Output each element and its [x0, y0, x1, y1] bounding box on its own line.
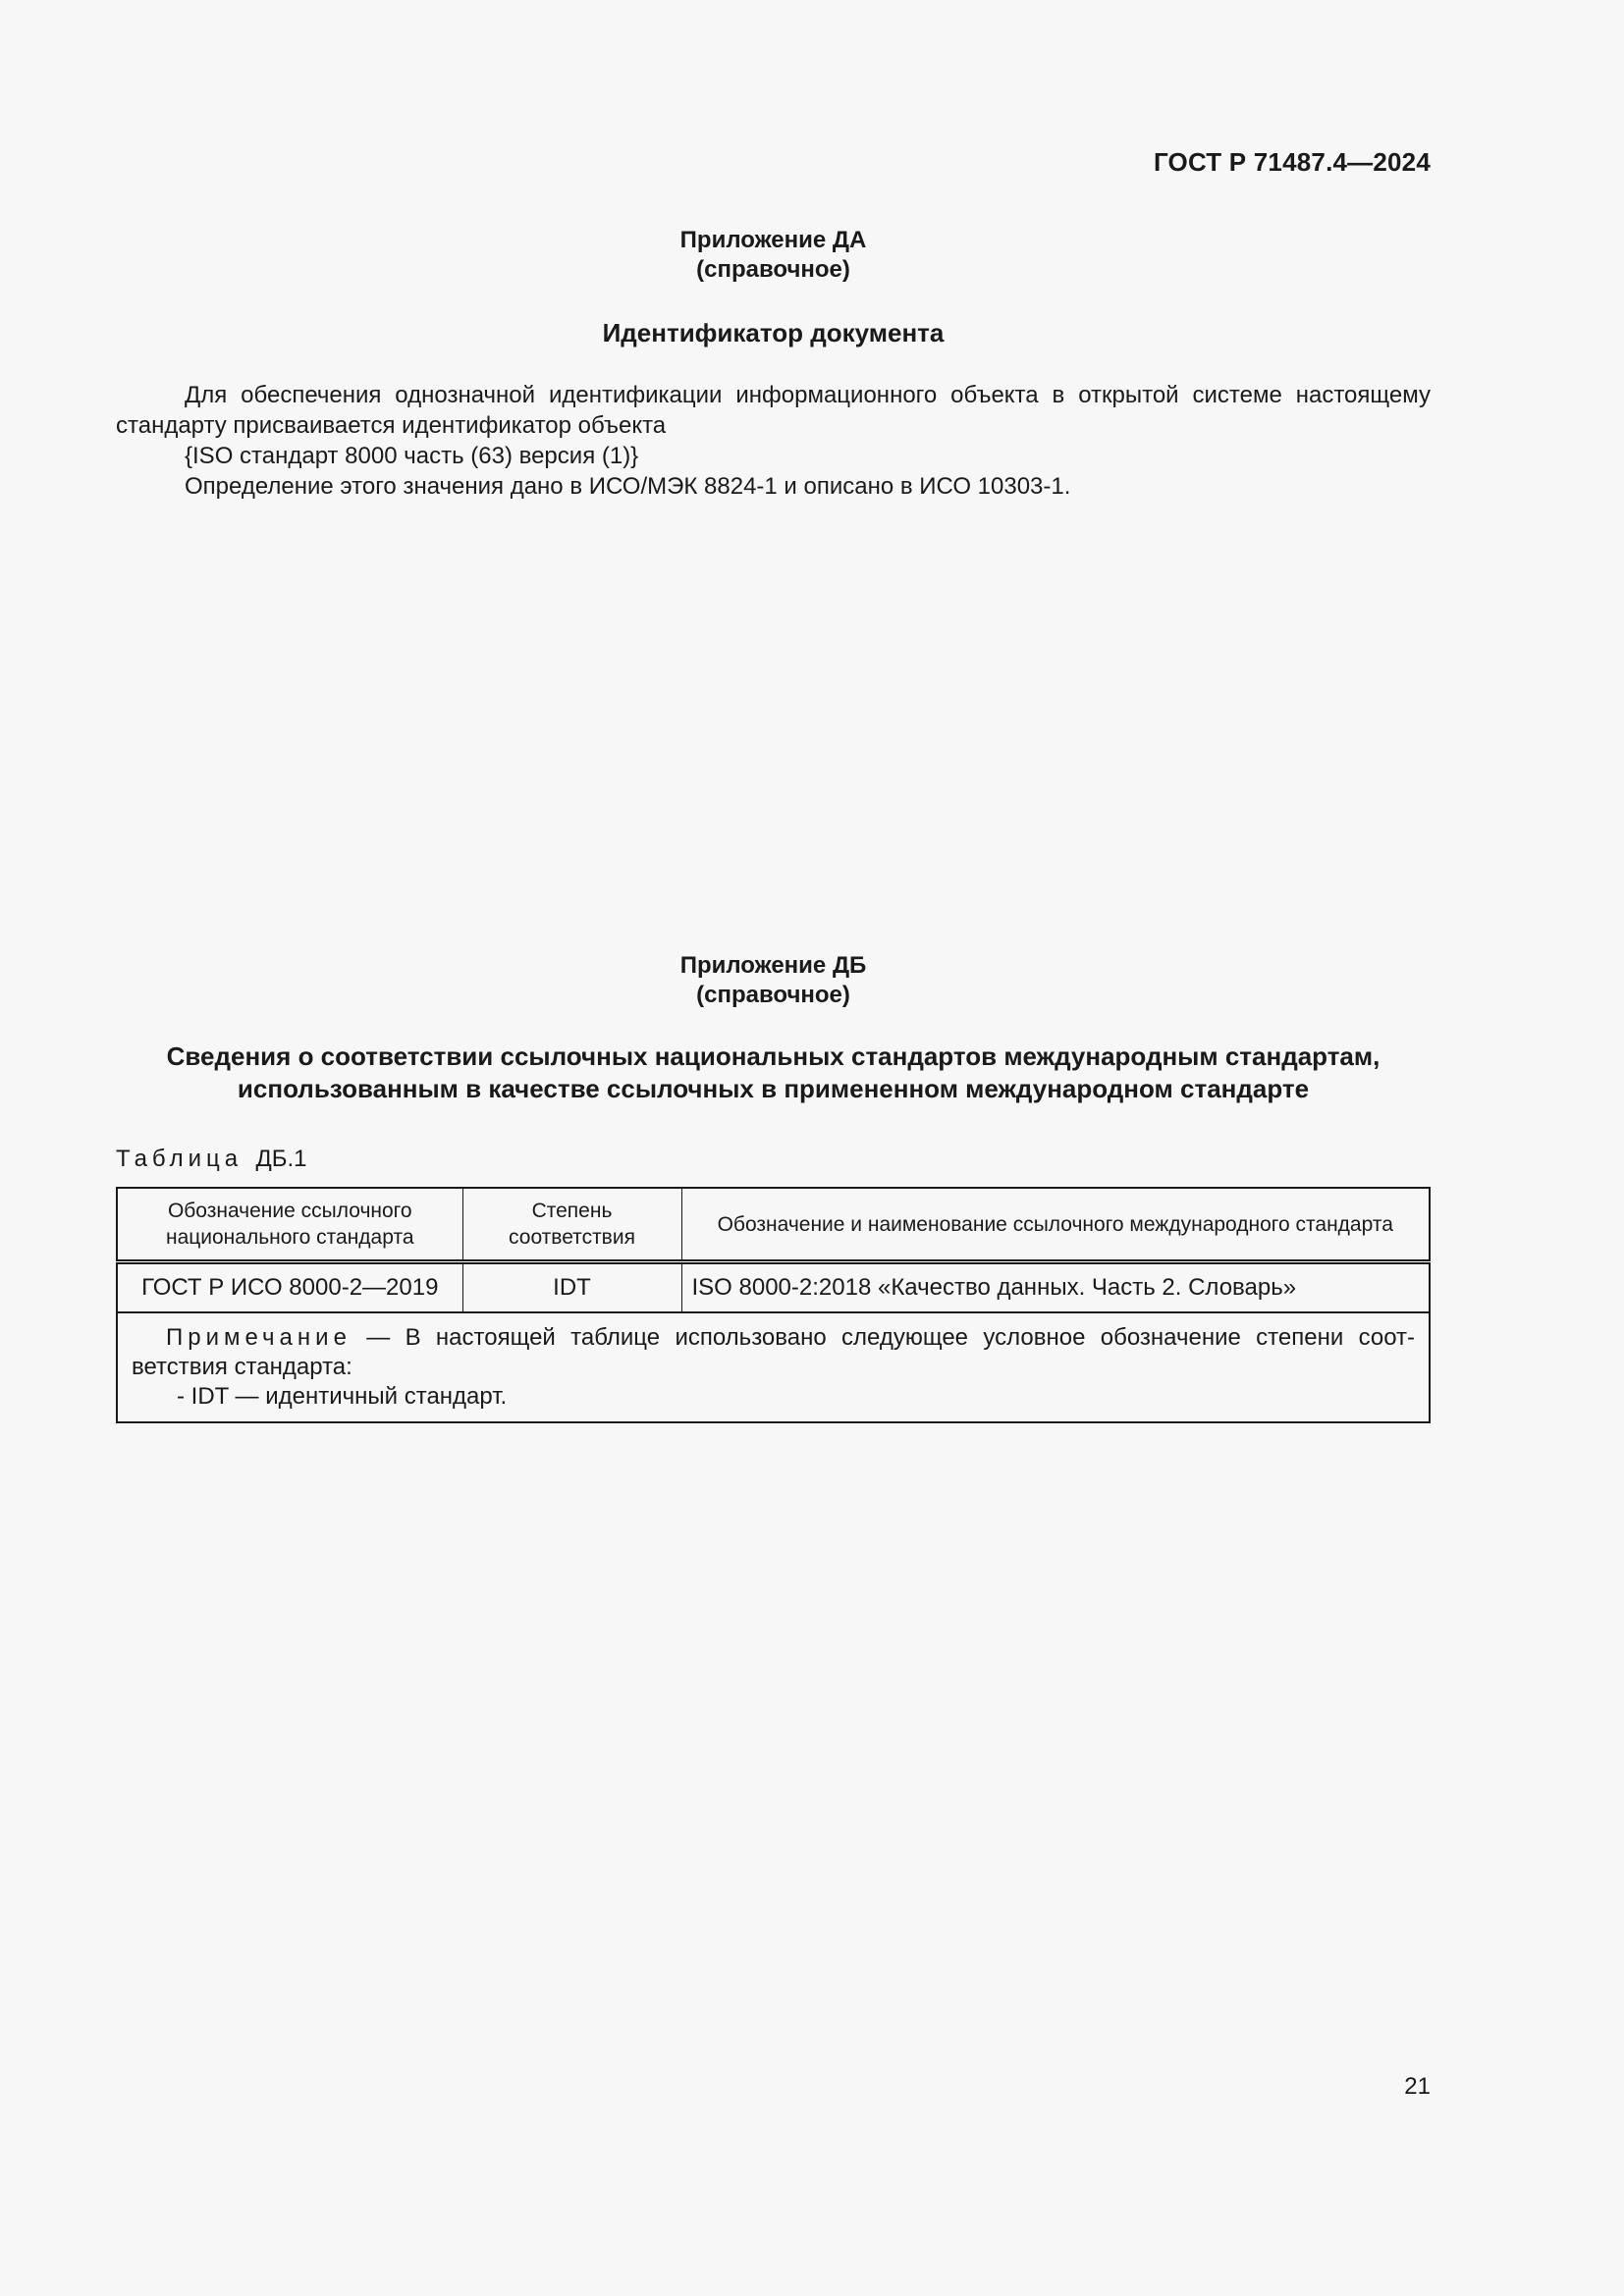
annex-db-heading-line-2: использованным в качестве ссылочных в примененном международном стандарте	[237, 1074, 1310, 1103]
annex-da-title: Приложение ДА	[679, 227, 867, 253]
annex-da-subtitle: (справочное)	[696, 256, 850, 283]
table-row	[117, 1262, 1430, 1313]
column-header-national-standard: Обозначение ссылочного национального стандарта	[117, 1188, 462, 1262]
annex-da-body	[116, 380, 1431, 502]
table-caption-id: ДБ.1	[255, 1146, 307, 1172]
note-text	[132, 1323, 1415, 1382]
annex-db-subtitle: (справочное)	[696, 982, 850, 1008]
annex-db-header	[116, 951, 1431, 1010]
table-caption	[116, 1146, 306, 1173]
table-note-row	[117, 1312, 1430, 1422]
cell-international-standard: ISO 8000-2:2018 «Качество данных. Часть 2. Словарь»	[681, 1262, 1430, 1313]
annex-da-header	[116, 226, 1431, 285]
cell-conformity-degree: IDT	[462, 1262, 681, 1313]
annex-db-heading-line-1: Сведения о соответствии ссылочных национальных стандартов международным стандартам,	[166, 1041, 1380, 1071]
annex-db-title: Приложение ДБ	[679, 952, 867, 979]
document-code: ГОСТ Р 71487.4—2024	[1153, 147, 1431, 177]
page-number: 21	[1404, 2073, 1431, 2100]
column-header-conformity-degree: Степень соответствия	[462, 1188, 681, 1262]
annex-da-heading: Идентификатор документа	[602, 318, 945, 347]
table-header-row	[117, 1188, 1430, 1262]
reference-standards-table	[116, 1187, 1431, 1423]
annex-da-paragraph-1: Для обеспечения однозначной идентификации информационного объекта в открытой системе настоящему стандарту присваивается идентификатор объекта	[116, 382, 1431, 439]
note-label: Примечание	[166, 1324, 352, 1351]
table-caption-word: Таблица	[116, 1146, 244, 1172]
table-note	[117, 1312, 1430, 1422]
annex-da-identifier: {ISO стандарт 8000 часть (63) версия (1)}	[185, 443, 639, 469]
note-list-item: - IDT — идентичный стандарт.	[177, 1383, 508, 1410]
note-body: — В настоящей таблице использовано следующее условное обозначение степени соответствия стандарта:	[132, 1324, 1416, 1380]
cell-national-standard: ГОСТ Р ИСО 8000-2—2019	[117, 1262, 462, 1313]
column-header-international-standard: Обозначение и наименование ссылочного международного стандарта	[681, 1188, 1430, 1262]
annex-db-heading	[116, 1041, 1431, 1105]
annex-da-paragraph-2: Определение этого значения дано в ИСО/МЭК 8824-1 и описано в ИСО 10303-1.	[185, 473, 1071, 500]
